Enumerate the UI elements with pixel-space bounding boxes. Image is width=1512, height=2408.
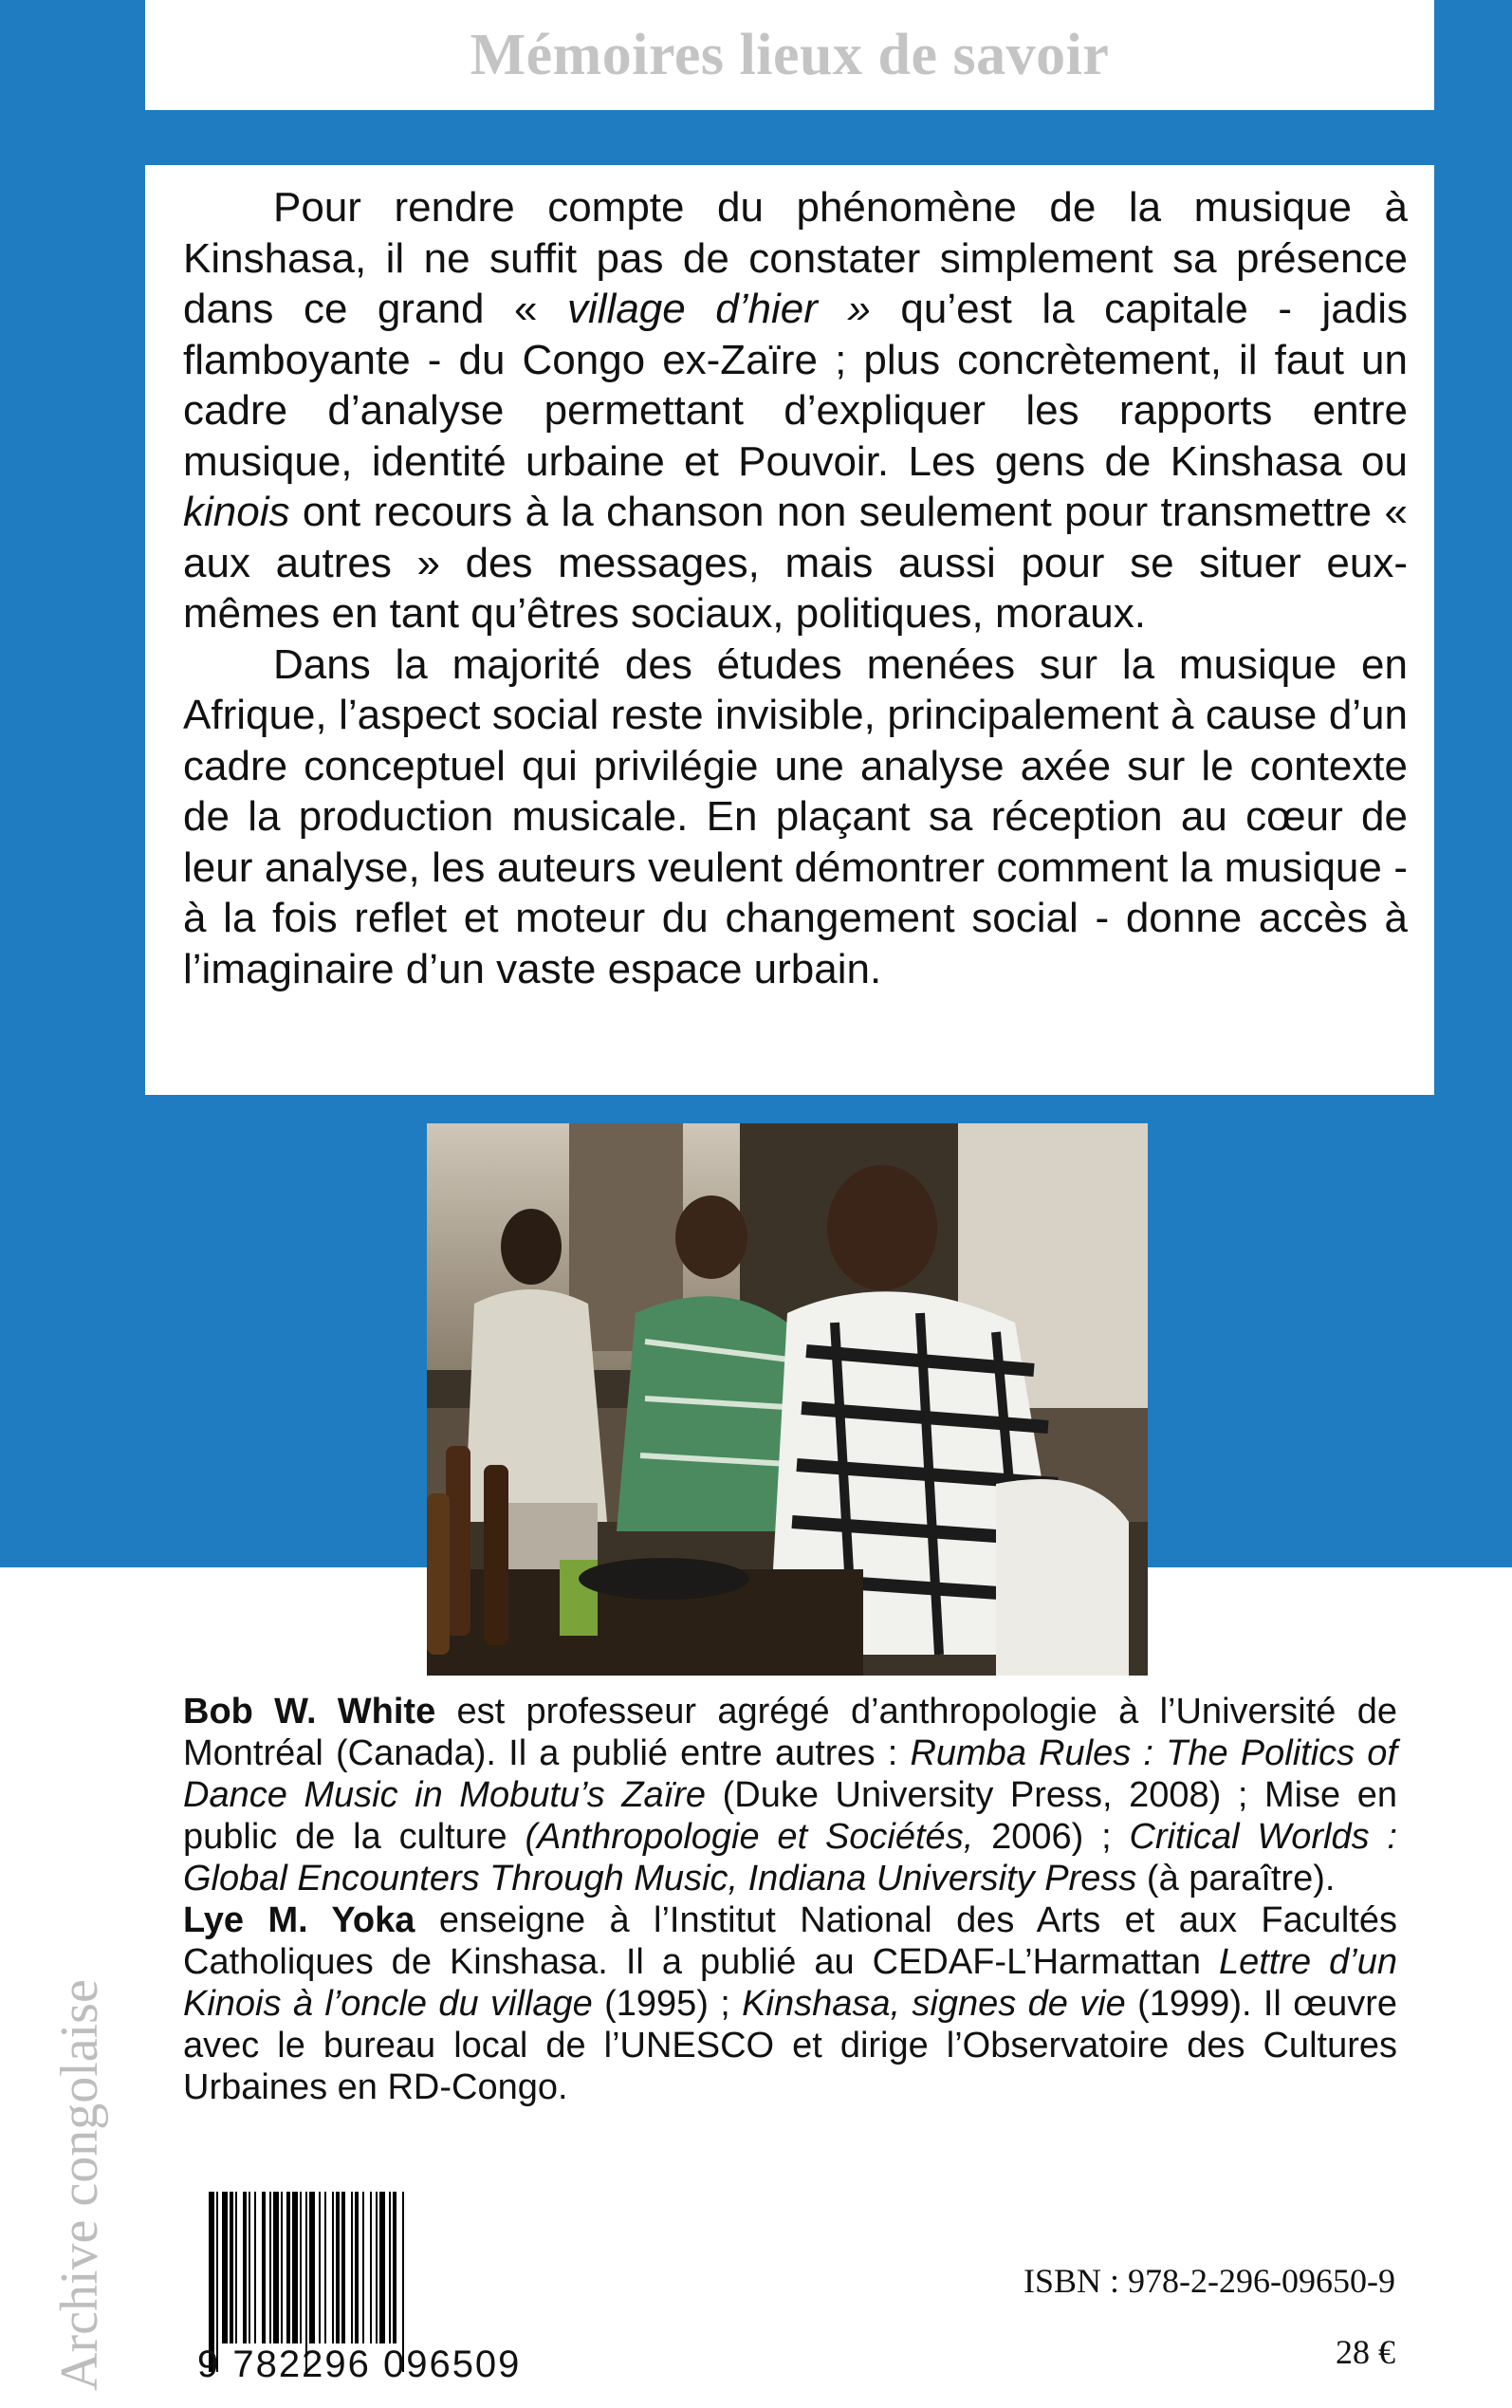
author-bios — [183, 1691, 1397, 2108]
summary-box — [145, 165, 1434, 1095]
barcode-bar — [393, 2192, 396, 2343]
barcode-bar — [300, 2192, 302, 2343]
barcode-digits: 9 782296 096509 — [197, 2343, 522, 2385]
barcode-bar — [319, 2192, 321, 2343]
barcode-bar — [235, 2192, 237, 2343]
barcode-bar — [376, 2192, 378, 2343]
barcode-bar — [273, 2192, 279, 2343]
photo-illustration — [427, 1123, 1148, 1676]
barcode-bar — [370, 2192, 372, 2343]
series-header — [145, 0, 1434, 110]
barcode-bar — [309, 2192, 315, 2343]
collection-label: Archive congolaise — [50, 1979, 109, 2391]
barcode-bar — [389, 2192, 391, 2343]
barcode-bar — [379, 2192, 385, 2343]
barcode-bar — [336, 2192, 340, 2343]
barcode-bar — [262, 2192, 266, 2343]
barcode-bar — [324, 2192, 326, 2343]
barcode-bar — [286, 2192, 290, 2343]
summary-paragraph-1: Pour rendre compte du phénomène de la musique à Kinshasa, il ne suffit pas de constater simplement sa présence dans ce grand « village d’hier » qu’est la capitale - jadis flamboyante - du Congo ex-Zaïre ; plus concrètement, il faut un cadre d’analyse permettant d’expliquer les rapports entre musique, identité urbaine et Pouvoir. Les gens de Kinshasa ou kinois ont recours à la chanson non seulement pour transmettre « aux autres » des messages, mais aussi pour se situer eux-mêmes en tant qu’êtres sociaux, politiques, moraux. — [183, 184, 1408, 637]
price-label: 28 € — [1336, 2333, 1395, 2371]
barcode-bar — [362, 2192, 364, 2343]
barcode-bar — [281, 2192, 283, 2343]
barcode-bar — [222, 2192, 228, 2343]
barcode-bar — [292, 2192, 298, 2343]
barcode-bar — [243, 2192, 247, 2343]
barcode-bar — [351, 2192, 353, 2343]
barcode-bar — [332, 2192, 334, 2343]
bio-author-1: Bob W. White est professeur agrégé d’anthropologie à l’Université de Montréal (Canada). Il a publié entre autres : Rumba Rules : The Politics of Dance Music in Mobutu’s Zaïre (Duke University Press, 2008) ; Mise en public de la culture (Anthropologie et Sociétés, 2006) ; Critical Worlds : Global Encounters Through Music, Indiana University Press (à paraître). — [183, 1692, 1398, 1899]
barcode-bar — [269, 2192, 271, 2343]
barcode-bar — [355, 2192, 359, 2343]
barcode-bar — [249, 2192, 250, 2343]
barcode-bar — [254, 2192, 256, 2343]
barcode-bar — [230, 2192, 233, 2343]
bio-author-2: Lye M. Yoka enseigne à l’Institut National des Arts et aux Facultés Catholiques de Kinshasa. Il a publié au CEDAF-L’Harmattan Lettre d’un Kinois à l’oncle du village (1995) ; Kinshasa, signes de vie (1999). Il œuvre avec le bureau local de l’UNESCO et dirige l’Observatoire des Cultures Urbaines en RD-Congo. — [183, 1900, 1397, 2107]
series-title: Mémoires lieux de savoir — [470, 22, 1110, 87]
isbn-label: ISBN : 978-2-296-09650-9 — [1023, 2262, 1395, 2300]
summary-paragraph-2: Dans la majorité des études menées sur la musique en Afrique, l’aspect social reste invisible, principalement à cause d’un cadre conceptuel qui privilégie une analyse axée sur le contexte de la production musicale. En plaçant sa réception au cœur de leur analyse, les auteurs veulent démontrer comment la musique - à la fois reflet et moteur du changement social - donne accès à l’imaginaire d’un vaste espace urbain. — [183, 640, 1408, 992]
musicians-photo — [427, 1123, 1148, 1676]
barcode-bar — [341, 2192, 345, 2343]
